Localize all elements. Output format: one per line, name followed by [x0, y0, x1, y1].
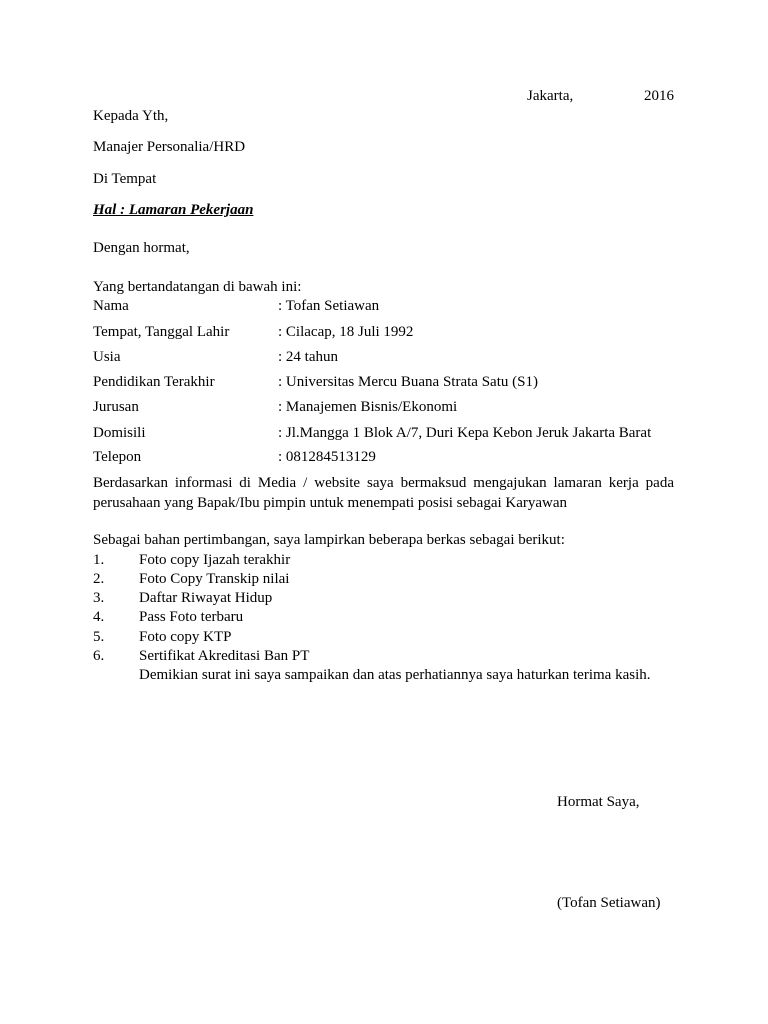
attachment-number: 4.: [93, 609, 105, 625]
field-label-ttl: Tempat, Tanggal Lahir: [93, 324, 230, 340]
signature-name: (Tofan Setiawan): [557, 895, 661, 911]
recipient-position: Manajer Personalia/HRD: [93, 139, 246, 155]
field-label-jurusan: Jurusan: [93, 399, 139, 415]
attachment-number: 3.: [93, 590, 105, 606]
attachment-item: Foto copy KTP: [139, 629, 232, 645]
attachment-number: 6.: [93, 648, 105, 664]
field-label-usia: Usia: [93, 349, 121, 365]
attachment-number: 5.: [93, 629, 105, 645]
attachment-item: Pass Foto terbaru: [139, 609, 244, 625]
letter-city: Jakarta,: [527, 88, 574, 104]
field-value-domisili: : Jl.Mangga 1 Blok A/7, Duri Kepa Kebon Jeruk Jakarta Barat: [278, 425, 652, 441]
field-value-usia: : 24 tahun: [278, 349, 338, 365]
attachment-item: Daftar Riwayat Hidup: [139, 590, 273, 606]
letter-subject: Hal : Lamaran Pekerjaan: [93, 202, 254, 218]
field-value-ttl: : Cilacap, 18 Juli 1992: [278, 324, 414, 340]
attachment-number: 1.: [93, 552, 105, 568]
attachment-item: Foto Copy Transkip nilai: [139, 571, 290, 587]
attachment-item: Foto copy Ijazah terakhir: [139, 552, 291, 568]
field-label-pendidikan: Pendidikan Terakhir: [93, 374, 215, 390]
intro-line: Yang bertandatangan di bawah ini:: [93, 279, 302, 295]
attachment-number: 2.: [93, 571, 105, 587]
closing-sentence: Demikian surat ini saya sampaikan dan atas perhatiannya saya haturkan terima kasih.: [139, 667, 651, 683]
field-label-domisili: Domisili: [93, 425, 146, 441]
signature-regards: Hormat Saya,: [557, 794, 640, 810]
recipient-greeting: Kepada Yth,: [93, 108, 169, 124]
body-paragraph: Berdasarkan informasi di Media / website saya bermaksud mengajukan lamaran kerja pada perusahaan yang Bapak/Ibu pimpin untuk menempati posisi sebagai Karyawan: [93, 475, 674, 511]
field-value-nama: : Tofan Setiawan: [278, 298, 380, 314]
letter-year: 2016: [644, 88, 674, 104]
field-label-telepon: Telepon: [93, 449, 142, 465]
attachments-intro: Sebagai bahan pertimbangan, saya lampirkan beberapa berkas sebagai berikut:: [93, 532, 565, 548]
field-value-pendidikan: : Universitas Mercu Buana Strata Satu (S1): [278, 374, 538, 390]
salutation: Dengan hormat,: [93, 240, 190, 256]
recipient-place: Di Tempat: [93, 171, 157, 187]
field-value-telepon: : 081284513129: [278, 449, 376, 465]
attachment-item: Sertifikat Akreditasi Ban PT: [139, 648, 310, 664]
field-label-nama: Nama: [93, 298, 129, 314]
field-value-jurusan: : Manajemen Bisnis/Ekonomi: [278, 399, 458, 415]
